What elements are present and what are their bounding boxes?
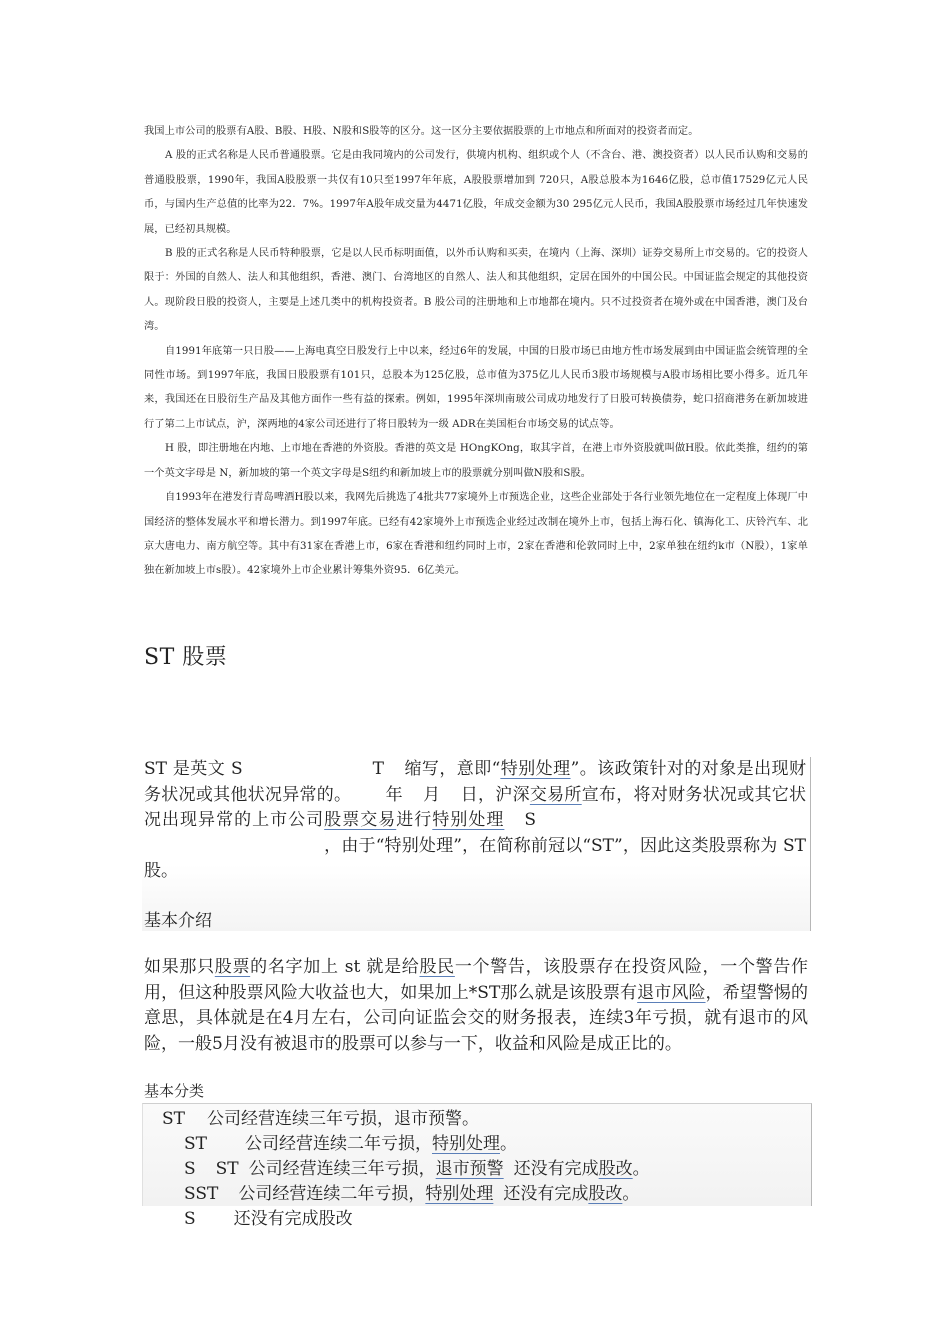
intro-paragraph: 我国上市公司的股票有A股、B股、H股、N股和S股等的区分。这一区分主要依据股票的上市地点和所面对的投资者而定。 [144, 126, 699, 137]
text-fragment: 如果那只 [144, 957, 215, 977]
link-delisting-risk[interactable]: 退市风险 [637, 982, 706, 1003]
overseas-listing-paragraph: 自1993年在港发行青岛啤酒H股以来，我网先后挑选了4批共77家境外上市预选企业，这些企业部处于各行业领先地位在一定程度上体现厂中国经济的整体发展水平和增长潜力。到1997年底。已经有42家境外上市预选企业经过改制在境外上市，包括上海石化、镇海化工、庆铃汽车、北京大唐电力、南方航空等。其中有31家在香港上市，6家在香港和纽约同时上市，2家在香港和伦敦同时上中，2家单独在纽约k市（N股），1家单独在新加坡上市s股）。42家境外上市企业累计筹集外资95．6亿美元。 [144, 492, 808, 577]
link-investor[interactable]: 股民 [419, 957, 455, 977]
link-delisting-warning[interactable]: 退市预警 [435, 1159, 504, 1179]
basic-intro-paragraph [144, 955, 808, 1057]
code-label: S [184, 1159, 196, 1179]
text-fragment: 的名字加上 st 就是给 [250, 957, 420, 977]
code-label: ST [162, 1109, 185, 1129]
code-label: ST [184, 1134, 207, 1154]
text-fragment: 日，沪深 [460, 784, 530, 805]
link-special-treatment-4[interactable]: 特别处理 [425, 1184, 494, 1204]
classification-heading: 基本分类 [144, 1082, 205, 1100]
basic-intro-heading: 基本介绍 [144, 911, 212, 931]
link-stock[interactable]: 股票 [214, 957, 251, 977]
b-share-paragraph: B 股的正式名称是人民币特种股票，它是以人民币标明面值，以外币认购和买卖，在境内（上海、深圳）证券交易所上市交易的。它的投资人限于：外国的自然人、法人和其他组织，香港、澳门、台湾地区的自然人、法人和其他组织，定居在国外的中国公民。中国证监会规定的其他投资人。现阶段日股的投资人，主要是上述几类中的机构投资者。B 股公司的注册地和上市地都在境内。只不过投资者在境外或在中国香港，澳门及台湾。 [144, 248, 808, 333]
item-description: 公司经营连续二年亏损， [238, 1184, 426, 1204]
code-label: S [184, 1209, 196, 1229]
item-description: 公司经营连续三年亏损， [248, 1159, 436, 1179]
intro-text-block [144, 120, 808, 584]
st-stock-heading: ST 股票 [144, 645, 228, 670]
item-description: 公司经营连续三年亏损，退市预警。 [207, 1109, 479, 1129]
text-fragment: T [372, 759, 384, 779]
link-special-treatment-2[interactable]: 特别处理 [432, 810, 505, 830]
classification-item-s-st [184, 1154, 650, 1179]
text-fragment: 还没有完成 [513, 1159, 599, 1179]
link-special-treatment-3[interactable]: 特别处理 [432, 1134, 500, 1154]
code-label: SST [184, 1184, 219, 1204]
text-fragment: S [524, 810, 537, 830]
text-fragment: ，希望警惕的意思，具体就是在4月左右，公司向证监会交的财务报表，连续3年亏损，就有退市的风险，一般5月没有被退市的股票可以参与一下，收益和风险是成正比的。 [144, 982, 809, 1054]
item-description: 公司经营连续二年亏损， [245, 1134, 432, 1154]
st-definition-box [142, 757, 811, 931]
classification-item-sst [184, 1179, 639, 1204]
text-fragment: 进行 [396, 810, 433, 830]
text-fragment: 缩写，意即“ [404, 759, 501, 779]
text-fragment: ST 是英文 S [144, 759, 243, 779]
link-exchange[interactable]: 交易所 [529, 784, 582, 805]
text-fragment: 一个警告，该股票存在投资风险，一个警告作用，但这种股票风险大收益也大，如果加上*ST那么就是该股票有 [144, 957, 809, 1003]
text-fragment: 还没有完成 [503, 1184, 589, 1204]
text-fragment: 。 [500, 1134, 517, 1154]
link-stock-trading[interactable]: 股票交易 [324, 810, 397, 830]
link-special-treatment[interactable]: 特别处理 [500, 759, 571, 779]
text-fragment: 。 [622, 1184, 640, 1204]
link-share-reform-2[interactable]: 股改 [588, 1184, 623, 1204]
text-fragment: ，由于“特别处理”，在简称前冠以“ST”，因此这类股票称为 ST股。 [144, 835, 806, 881]
code-label: ST [215, 1159, 239, 1179]
b-share-history-paragraph: 自1991年底第一只日股——上海电真空日股发行上中以来，经过6年的发展，中国的日股市场已由地方性市场发展到由中国证监会统管理的全同性市场。到1997年底，我国日股股票有101只，总股本为125亿股，总市值为375亿儿人民币3股市场规模与A股市场相比要小得多。近几年来，我国还在日股衍生产品及其他方面作一些有益的探索。例如，1995年深圳南玻公司成功地发行了日股可转换债券，蛇口招商港务在新加坡进行了第二上市试点，沪，深两地的4家公司还进行了将日股转为一级 ADR在美国柜台市场交易的试点等。 [144, 345, 808, 430]
item-description: 还没有完成股改 [233, 1209, 353, 1229]
a-share-paragraph: A 股的正式名称是人民币普通股票。它是由我同境内的公司发行，供境内机构、组织或个人（不含台、港、澳投资者）以人民币认购和交易的普通股股票，1990年，我国A股股票一共仅有10只至1997年年底，A股股票增加到 720只，A股总股本为1646亿股，总市值17529亿元人民币，与国内生产总值的比率为22．7%。1997年A股年成交量为4471亿股，年成交金额为30 295亿元人民币，我国A股股票市场经过几年快速发展，已经初具规模。 [144, 150, 808, 235]
classification-item-st [162, 1104, 479, 1129]
text-fragment: 月 [422, 784, 441, 805]
st-definition-text [144, 757, 806, 885]
classification-item-st-2 [184, 1129, 517, 1154]
text-fragment: 年 [385, 784, 403, 805]
text-fragment: ”。该政策针对的对象是出现财务状况或其他状况异常的。 [144, 759, 806, 805]
text-fragment: 。 [632, 1159, 650, 1179]
h-share-paragraph: H 股，即注册地在内地、上市地在香港的外资股。香港的英文是 HOngKOng，取其字首，在港上市外资股就叫做H股。依此类推，纽约的第一个英文字母是 N，新加坡的第一个英文字母是S纽约和新加坡上市的股票就分别叫做N股和S股。 [144, 443, 808, 479]
classification-item-s [184, 1204, 353, 1229]
text-fragment: 宣布，将对财务状况或其它状况出现异常的上市公司 [144, 784, 807, 830]
link-share-reform[interactable]: 股改 [598, 1159, 633, 1179]
